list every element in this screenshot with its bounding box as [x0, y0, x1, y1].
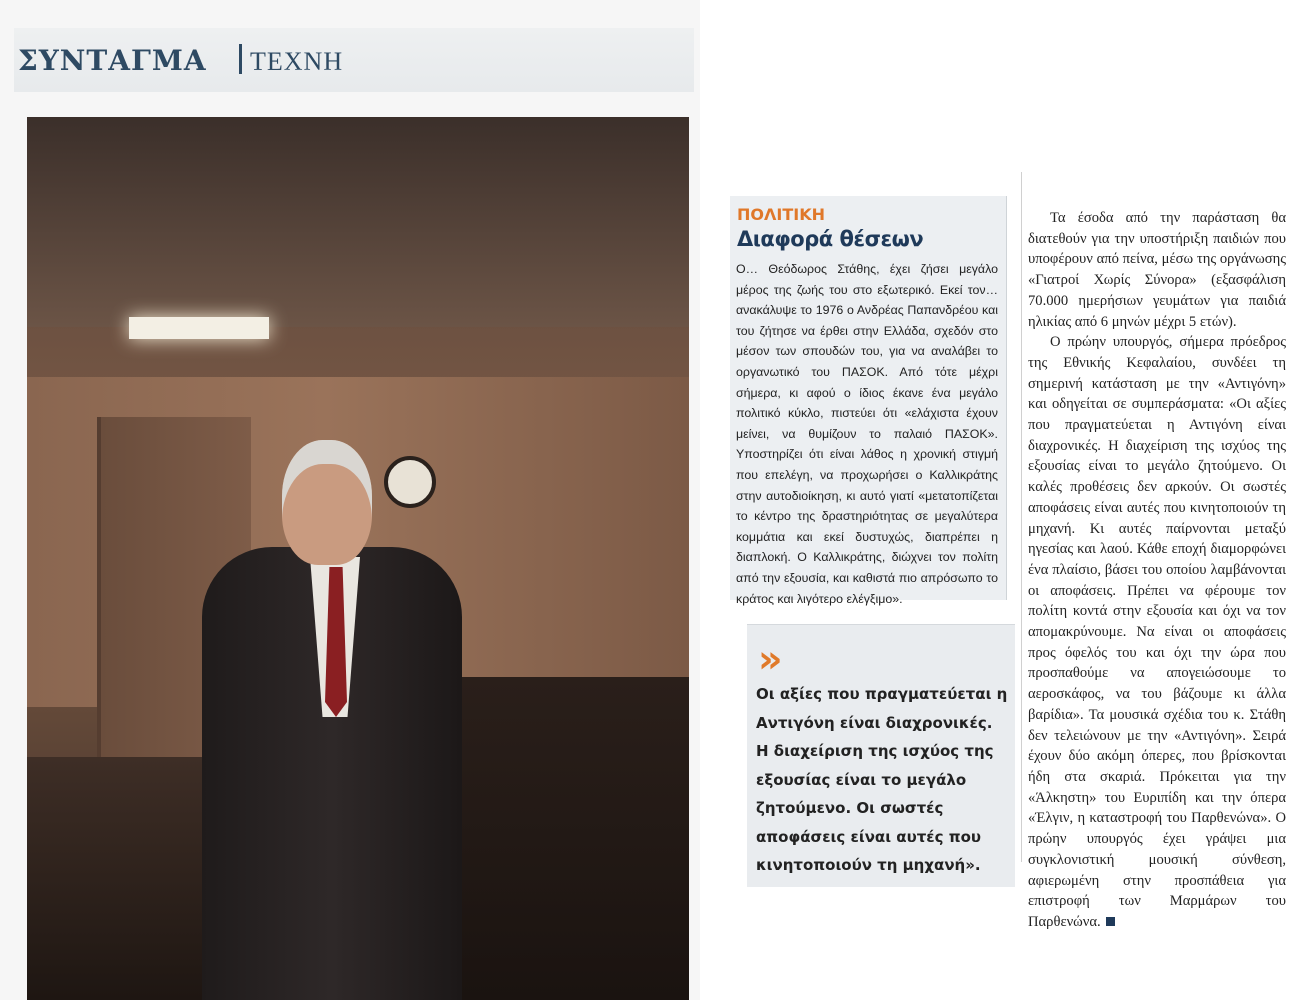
section-divider — [239, 44, 242, 74]
sidebar-kicker: ΠΟΛΙΤΙΚΗ — [737, 205, 825, 224]
desk — [447, 677, 689, 1000]
wall-clock-icon — [384, 456, 436, 508]
pull-quote-text: Οι αξίες που πραγματεύεται η Αντιγόνη είναι διαχρονικές. Η διαχείριση της ισχύος της εξουσίας είναι το μεγάλο ζητούμενο. Οι σωστές αποφάσεις είναι αυτές που κινητοποιούν τη μηχανή». — [756, 685, 1008, 874]
section-name: ΣΥΝΤΑΓΜΑ — [18, 44, 207, 77]
ceiling — [27, 117, 689, 327]
article-paragraph-text: Ο πρώην υπουργός, σήμερα πρόεδρος της Εθνικής Κεφαλαίου, συνδέει τη σημερινή κατάσταση με την «Αντιγόνη» και οδηγείται σε συμπεράσματα: «Οι αξίες που πραγματεύεται η Αντιγόνη είναι διαχρονικές. Η διαχείριση της ισχύος της εξουσίας είναι το μεγάλο ζητούμενο. Οι καλές προθέσεις δεν αρκούν. Οι σωστές αποφάσεις είναι αυτές που κινητοποιούν τη μηχανή. Κι αυτές παίρνονται μεταξύ ηγεσίας και λαού. Κάθε εποχή διαμορφώνει ένα πλαίσιο, βάσει του οποίου λαμβάνονται οι αποφάσεις. Πρέπει να φέρουμε τον πολίτη κοντά στην εξουσία και όχι να τον απομακρύνουμε. Να είναι οι αποφάσεις προς όφελός του και όχι την ώρα που προσπαθούμε να απογειώσουμε το αεροσκάφος, να του βάζουμε κι άλλα βαρίδια». Τα μουσικά σχέδια του κ. Στάθη δεν τελειώνουν με την «Αντιγόνη». Σειρά έχουν δύο ακόμη όπερες, που βρίσκονται ήδη στα σκαριά. Πρόκειται για την «Άλκηστη» του Ευριπίδη και την όπερα «Έλγιν, η καταστροφή του Παρθενώνα». Ο πρώην υπουργός έχει γράψει μια συγκλονιστική μουσική σύνθεση, αφιερωμένη στην προσπάθεια για επιστροφή των Μαρμάρων του Παρθενώνα. — [1028, 334, 1286, 930]
portrait-photo-icon — [27, 117, 689, 1000]
section-subtitle: ΤΕΧΝΗ — [250, 47, 344, 76]
man-head — [282, 440, 372, 565]
quote-chevron-icon: » — [758, 637, 783, 681]
article-paragraph — [1028, 332, 1286, 932]
ceiling-light — [129, 317, 269, 339]
article-paragraph: Τα έσοδα από την παράσταση θα διατεθούν για την υποστήριξη παιδιών που υποφέρουν από πείνα, μέσω της οργάνωσης «Γιατροί Χωρίς Σύνορα» (εξασφάλιση 70.000 ημερήσιων γευμάτων για παιδιά ηλικίας από 6 μηνών μέχρι 5 ετών). — [1028, 210, 1286, 330]
end-mark-icon — [1106, 917, 1115, 926]
sidebar-body: Ο… Θεόδωρος Στάθης, έχει ζήσει μεγάλο μέρος της ζωής του στο εξωτερικό. Εκεί τον… ανακάλυψε το 1976 ο Ανδρέας Παπανδρέου και του ζήτησε να έρθει στην Ελλάδα, σχεδόν στο μέσον των σπουδών του, για να αναλάβει το οργανωτικό του ΠΑΣΟΚ. Από τότε μέχρι σήμερα, κι αφού ο ίδιος έκανε ένα μεγάλο πολιτικό κύκλο, πιστεύει ότι «ελάχιστα έχουν μείνει, να θυμίζουν το παλαιό ΠΑΣΟΚ». Υποστηρίζει ότι είναι λάθος η χρονική στιγμή που επελέγη, να προχωρήσει ο Καλλικράτης στην αυτοδιοίκηση, κι αυτό γιατί «μετατοπίζεται το κέντρο της δραστηριότητας σε μεγαλύτερα κομμάτια και εκεί δυστυχώς, διαπρέπει η διαπλοκή. Ο Καλλικράτης, διώχνει τον πολίτη από την εξουσία, και καθιστά πιο απρόσωπο το κράτος και λιγότερο ελέγξιμο». — [736, 262, 998, 606]
article-column — [1028, 208, 1286, 933]
sidebar-title: Διαφορά θέσεων — [737, 227, 924, 251]
column-rule — [1021, 172, 1022, 862]
